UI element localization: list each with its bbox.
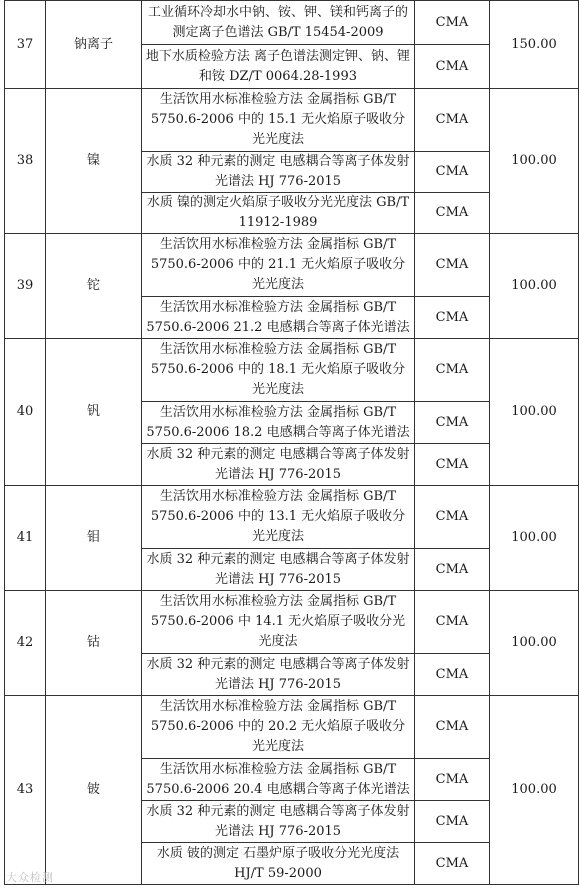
certification: CMA [415,339,490,402]
table-row [5,339,579,402]
certification: CMA [415,486,490,549]
item-number: 42 [5,591,46,696]
certification: CMA [415,549,490,591]
certification: CMA [415,801,490,843]
certification: CMA [415,402,490,444]
certification: CMA [415,152,490,193]
test-method: 水质 32 种元素的测定 电感耦合等离子体发射光谱法 HJ 776-2015 [142,444,415,486]
certification: CMA [415,444,490,486]
item-number: 41 [5,486,46,591]
test-method: 生活饮用水标准检验方法 金属指标 GB/T 5750.6-2006 中的 21.1 无火焰原子吸收分光光度法 [142,234,415,297]
test-method: 工业循环冷却水中钠、铵、钾、镁和钙离子的测定离子色谱法 GB/T 15454-2009 [142,1,415,45]
test-method: 水质 32 种元素的测定 电感耦合等离子体发射光谱法 HJ 776-2015 [142,801,415,843]
certification: CMA [415,759,490,801]
table-row [5,696,579,759]
price: 150.00 [490,1,579,89]
certification: CMA [415,234,490,297]
table-body [5,1,579,885]
test-method: 水质 镍的测定火焰原子吸收分光光度法 GB/T 11912-1989 [142,193,415,234]
test-method: 水质 32 种元素的测定 电感耦合等离子体发射光谱法 HJ 776-2015 [142,654,415,696]
test-method: 生活饮用水标准检验方法 金属指标 GB/T 5750.6-2006 中的 15.1 无火焰原子吸收分光光度法 [142,89,415,152]
parameter-name: 钼 [46,486,142,591]
test-method: 生活饮用水标准检验方法 金属指标 GB/T 5750.6-2006 中的 13.1 无火焰原子吸收分光光度法 [142,486,415,549]
parameter-name: 钴 [46,591,142,696]
watermark: 大众检测 [6,871,54,884]
table-row [5,234,579,297]
test-method: 生活饮用水标准检验方法 金属指标 GB/T 5750.6-2006 20.4 电感耦合等离子体光谱法 [142,759,415,801]
certification: CMA [415,89,490,152]
parameter-name: 铊 [46,234,142,339]
certification: CMA [415,193,490,234]
item-number: 38 [5,89,46,234]
test-method: 生活饮用水标准检验方法 金属指标 GB/T 5750.6-2006 中 14.1 无火焰原子吸收分光光度法 [142,591,415,654]
certification: CMA [415,1,490,45]
test-method: 水质 32 种元素的测定 电感耦合等离子体发射光谱法 HJ 776-2015 [142,152,415,193]
price: 100.00 [490,486,579,591]
test-method: 生活饮用水标准检验方法 金属指标 GB/T 5750.6-2006 中的 20.2 无火焰原子吸收分光光度法 [142,696,415,759]
table-row [5,591,579,654]
test-standards-table [4,0,579,885]
certification: CMA [415,591,490,654]
certification: CMA [415,297,490,339]
parameter-name: 镍 [46,89,142,234]
parameter-name: 钒 [46,339,142,486]
table-row [5,89,579,152]
price: 100.00 [490,696,579,885]
price: 100.00 [490,234,579,339]
certification: CMA [415,45,490,89]
table-row [5,486,579,549]
certification: CMA [415,654,490,696]
item-number: 37 [5,1,46,89]
test-method: 生活饮用水标准检验方法 金属指标 GB/T 5750.6-2006 21.2 电感耦合等离子体光谱法 [142,297,415,339]
certification: CMA [415,696,490,759]
parameter-name: 钠离子 [46,1,142,89]
item-number: 40 [5,339,46,486]
item-number: 39 [5,234,46,339]
test-method: 水质 32 种元素的测定 电感耦合等离子体发射光谱法 HJ 776-2015 [142,549,415,591]
test-method: 生活饮用水标准检验方法 金属指标 GB/T 5750.6-2006 18.2 电感耦合等离子体光谱法 [142,402,415,444]
price: 100.00 [490,339,579,486]
table-row [5,1,579,45]
test-method: 水质 铍的测定 石墨炉原子吸收分光光度法 HJ/T 59-2000 [142,843,415,885]
price: 100.00 [490,591,579,696]
certification: CMA [415,843,490,885]
test-method: 生活饮用水标准检验方法 金属指标 GB/T 5750.6-2006 中的 18.1 无火焰原子吸收分光光度法 [142,339,415,402]
parameter-name: 铍 [46,696,142,885]
test-method: 地下水质检验方法 离子色谱法测定钾、钠、锂和铵 DZ/T 0064.28-1993 [142,45,415,89]
item-number: 43 [5,696,46,885]
price: 100.00 [490,89,579,234]
